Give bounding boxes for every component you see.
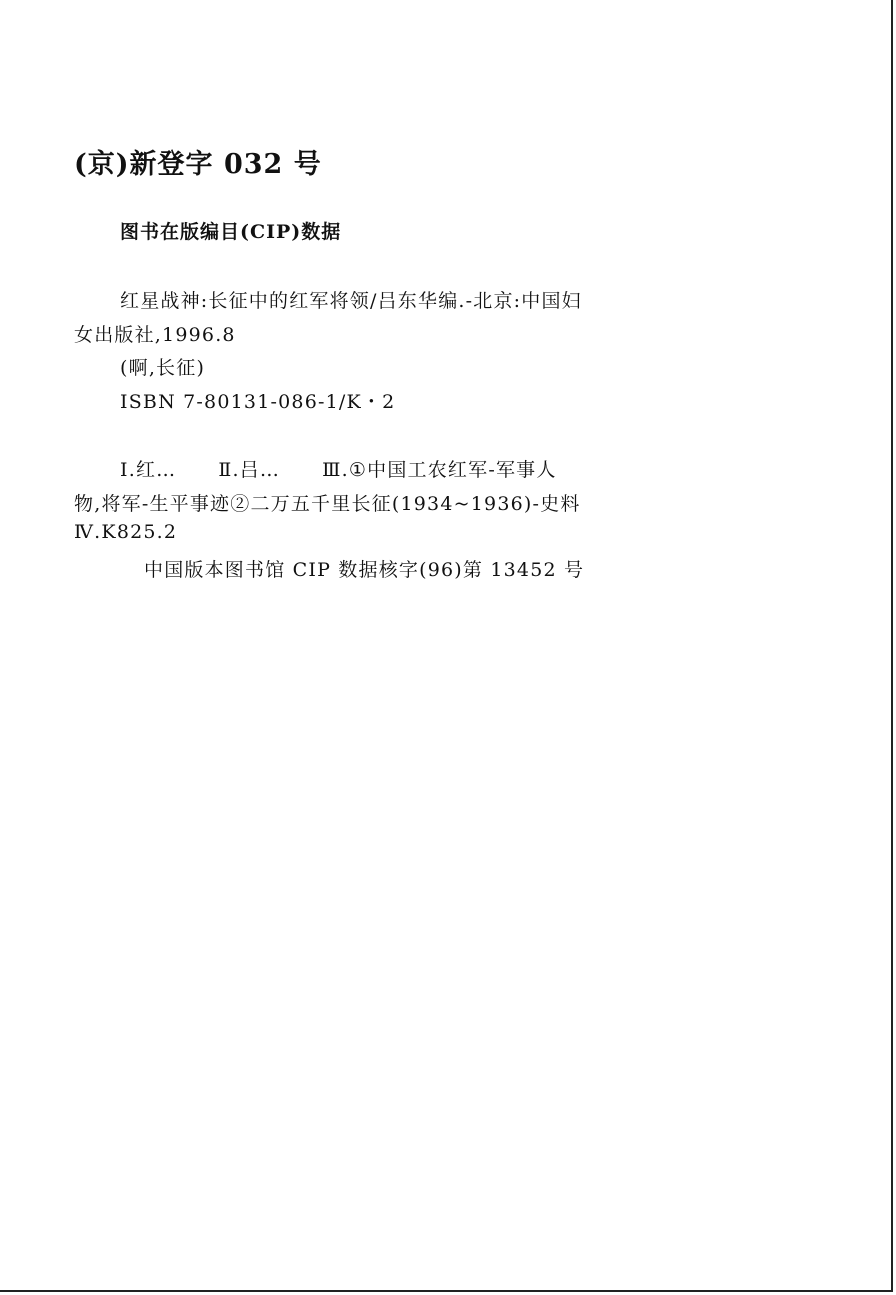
classification-item-3: Ⅲ.①中国工农红军-军事人 (322, 459, 557, 481)
isbn-line: ISBN 7-80131-086-1/K・2 (120, 391, 396, 413)
cip-number-line: 中国版本图书馆 CIP 数据核字(96)第 13452 号 (144, 559, 585, 581)
cip-title-line: 红星战神:长征中的红军将领/吕东华编.-北京:中国妇 (120, 290, 582, 312)
classification-code-line: Ⅳ.K825.2 (74, 521, 178, 543)
cip-heading: 图书在版编目(CIP)数据 (120, 221, 342, 243)
cip-series-line: (啊,长征) (120, 357, 206, 379)
registration-number: (京)新登字 032 号 (74, 149, 322, 180)
classification-subject-line: 物,将军-生平事迹②二万五千里长征(1934~1936)-史料 (74, 493, 581, 515)
classification-item-1: Ⅰ.红… (120, 459, 177, 481)
cip-publisher-line: 女出版社,1996.8 (74, 324, 236, 346)
classification-item-2: Ⅱ.吕… (218, 459, 281, 481)
classification-line (120, 455, 557, 482)
